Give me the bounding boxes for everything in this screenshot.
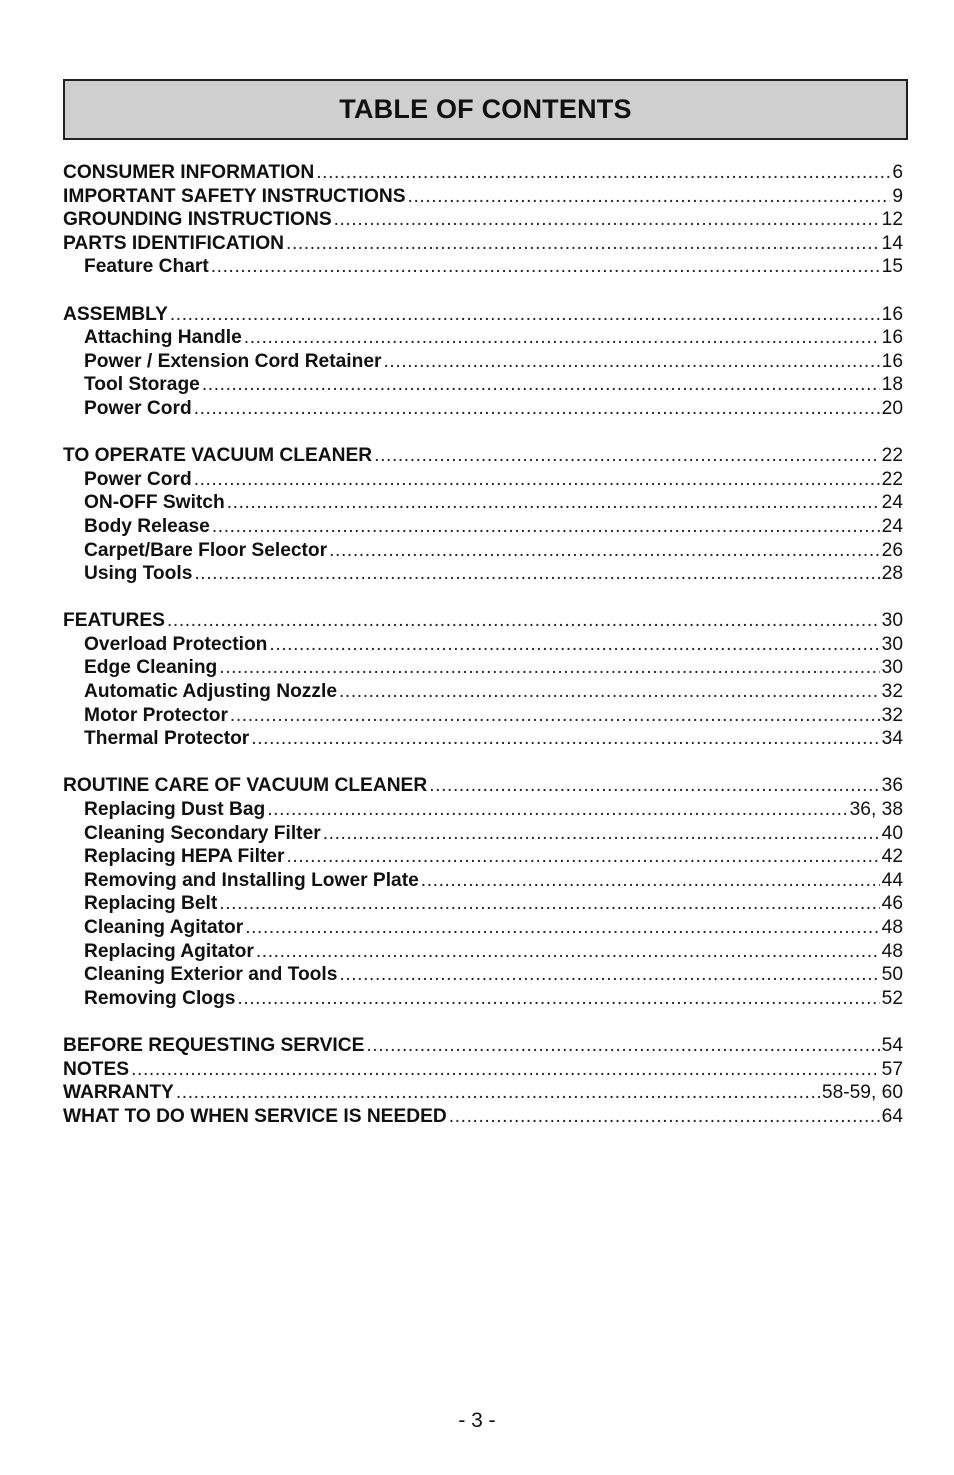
toc-entry-label: Power / Extension Cord Retainer [84, 350, 382, 372]
dot-leader [316, 161, 890, 185]
toc-entry-label: Cleaning Secondary Filter [84, 822, 321, 844]
toc-entry-page: 6 [892, 162, 903, 183]
toc-subentry[interactable] [63, 468, 903, 492]
toc-entry[interactable] [63, 161, 903, 185]
toc-subentry[interactable] [63, 869, 903, 893]
toc-entry-label: Power Cord [84, 468, 192, 490]
dot-leader [194, 562, 879, 586]
toc-entry[interactable] [63, 444, 903, 468]
toc-subentry[interactable] [63, 373, 903, 397]
toc-subentry[interactable] [63, 491, 903, 515]
toc-entry[interactable] [63, 185, 903, 209]
toc-entry-page: 30 [881, 657, 903, 679]
toc-subentry[interactable] [63, 798, 903, 822]
toc-entry-page: 57 [881, 1058, 903, 1080]
toc-entry-page: 30 [881, 610, 903, 632]
toc-entry-page: 54 [881, 1034, 903, 1056]
section-spacer [63, 279, 903, 303]
toc-entry[interactable] [63, 1034, 903, 1058]
toc-subentry[interactable] [63, 987, 903, 1011]
toc-entry-label: Cleaning Exterior and Tools [84, 964, 338, 986]
toc-entry-label: Replacing HEPA Filter [84, 846, 285, 868]
dot-leader [286, 845, 879, 869]
toc-entry-page: 22 [881, 445, 903, 467]
toc-entry-label: PARTS IDENTIFICATION [63, 232, 285, 254]
toc-entry-label: CONSUMER INFORMATION [63, 162, 315, 183]
toc-entry-page: 58-59, 60 [821, 1082, 903, 1104]
toc-entry-label: WARRANTY [63, 1082, 174, 1104]
dot-leader [334, 208, 880, 232]
dot-leader [230, 704, 880, 728]
toc-entry-label: ASSEMBLY [63, 303, 168, 325]
dot-leader [227, 491, 880, 515]
toc-entry-label: GROUNDING INSTRUCTIONS [63, 209, 332, 231]
page-title: TABLE OF CONTENTS [339, 94, 632, 124]
dot-leader [267, 798, 847, 822]
section-spacer [63, 1010, 903, 1034]
toc-entry-page: 9 [892, 185, 903, 207]
dot-leader [202, 373, 880, 397]
dot-leader [408, 185, 891, 209]
toc-subentry[interactable] [63, 892, 903, 916]
toc-subentry[interactable] [63, 704, 903, 728]
toc-subentry[interactable] [63, 350, 903, 374]
section-spacer [63, 586, 903, 610]
dot-leader [329, 539, 880, 563]
toc-subentry[interactable] [63, 255, 903, 279]
dot-leader [176, 1081, 820, 1105]
toc-entry[interactable] [63, 609, 903, 633]
toc-entry-page: 40 [881, 822, 903, 844]
toc-entry-label: ROUTINE CARE OF VACUUM CLEANER [63, 775, 428, 797]
toc-entry[interactable] [63, 774, 903, 798]
toc-entry-page: 42 [881, 846, 903, 868]
toc-subentry[interactable] [63, 680, 903, 704]
toc-entry-label: IMPORTANT SAFETY INSTRUCTIONS [63, 185, 406, 207]
toc-subentry[interactable] [63, 397, 903, 421]
toc-subentry[interactable] [63, 727, 903, 751]
toc-entry-page: 50 [881, 964, 903, 986]
toc-subentry[interactable] [63, 845, 903, 869]
dot-leader [167, 609, 880, 633]
section-spacer [63, 421, 903, 445]
toc-entry-page: 20 [881, 397, 903, 419]
toc-entry[interactable] [63, 232, 903, 256]
toc-subentry[interactable] [63, 326, 903, 350]
toc-entry-page: 48 [881, 917, 903, 938]
toc-entry-label: Replacing Dust Bag [84, 799, 266, 821]
dot-leader [211, 255, 880, 279]
toc-entry-page: 12 [881, 209, 903, 231]
toc-entry-label: Using Tools [84, 563, 193, 585]
toc-entry-page: 32 [881, 704, 903, 726]
toc-entry-label: WHAT TO DO WHEN SERVICE IS NEEDED [63, 1105, 447, 1127]
toc-entry[interactable] [63, 1105, 903, 1129]
dot-leader [212, 515, 880, 539]
toc-entry-page: 16 [881, 327, 903, 349]
dot-leader [170, 303, 880, 327]
dot-leader [339, 680, 880, 704]
toc-entry-page: 36 [881, 775, 903, 797]
toc-entry-page: 18 [881, 374, 903, 396]
toc-entry-label: Cleaning Agitator [84, 917, 244, 938]
toc-entry-label: Removing Clogs [84, 987, 236, 1009]
toc-subentry[interactable] [63, 515, 903, 539]
dot-leader [131, 1058, 880, 1082]
toc-entry-label: Thermal Protector [84, 728, 250, 750]
toc-entry-label: Attaching Handle [84, 327, 242, 349]
toc-entry-page: 24 [881, 515, 903, 537]
toc-subentry[interactable] [63, 656, 903, 680]
toc-entry-page: 36, 38 [849, 799, 903, 821]
toc-entry-label: Edge Cleaning [84, 657, 218, 679]
toc-subentry[interactable] [63, 539, 903, 563]
toc-entry-page: 15 [881, 256, 903, 278]
toc-entry-label: Body Release [84, 515, 210, 537]
toc-entry[interactable] [63, 208, 903, 232]
toc-subentry[interactable] [63, 822, 903, 846]
toc-entry-page: 44 [881, 869, 903, 891]
toc-entry-page: 46 [881, 893, 903, 915]
toc-entry-label: Power Cord [84, 397, 192, 419]
dot-leader [339, 963, 879, 987]
dot-leader [366, 1034, 879, 1058]
dot-leader [286, 232, 880, 256]
dot-leader [269, 633, 879, 657]
toc-entry-page: 30 [881, 633, 903, 655]
toc-entry-label: Replacing Belt [84, 893, 218, 915]
dot-leader [219, 892, 879, 916]
toc-entry-page: 22 [881, 468, 903, 490]
toc-entry[interactable] [63, 1058, 903, 1082]
dot-leader [245, 916, 879, 940]
toc-entry-page: 24 [881, 492, 903, 514]
dot-leader [323, 822, 880, 846]
toc-entry-page: 48 [881, 940, 903, 962]
dot-leader [237, 987, 879, 1011]
toc-entry-page: 14 [881, 232, 903, 254]
toc-entry-label: Carpet/Bare Floor Selector [84, 539, 328, 561]
toc-entry-page: 64 [881, 1105, 903, 1127]
dot-leader [219, 656, 879, 680]
toc-entry-label: Automatic Adjusting Nozzle [84, 681, 337, 703]
toc-entry-label: Motor Protector [84, 704, 228, 726]
dot-leader [244, 326, 880, 350]
toc-title-box [63, 79, 908, 140]
toc-entry-label: BEFORE REQUESTING SERVICE [63, 1034, 365, 1056]
dot-leader [421, 869, 880, 893]
toc-entry-label: Overload Protection [84, 633, 268, 655]
toc-entry-page: 34 [881, 728, 903, 750]
dot-leader [251, 727, 879, 751]
toc-entry-page: 28 [881, 563, 903, 585]
toc-subentry[interactable] [63, 633, 903, 657]
toc-subentry[interactable] [63, 916, 903, 940]
toc-entry-page: 26 [881, 539, 903, 561]
toc-entry-page: 32 [881, 681, 903, 703]
toc-entry-label: Removing and Installing Lower Plate [84, 869, 419, 891]
dot-leader [256, 940, 880, 964]
dot-leader [449, 1105, 880, 1129]
toc-entry-label: Feature Chart [84, 256, 209, 278]
toc-entry-label: ON-OFF Switch [84, 492, 225, 514]
toc-entry-page: 52 [881, 987, 903, 1009]
toc-entry-label: Replacing Agitator [84, 940, 254, 962]
toc-entry[interactable] [63, 1081, 903, 1105]
toc-entry-label: FEATURES [63, 610, 165, 632]
toc-entry-page: 16 [881, 303, 903, 325]
section-spacer [63, 751, 903, 775]
table-of-contents [63, 161, 903, 1128]
toc-entry-label: TO OPERATE VACUUM CLEANER [63, 445, 373, 467]
dot-leader [194, 468, 880, 492]
page-number: - 3 - [458, 1409, 496, 1432]
dot-leader [383, 350, 879, 374]
dot-leader [374, 444, 880, 468]
toc-entry[interactable] [63, 303, 903, 327]
toc-subentry[interactable] [63, 940, 903, 964]
toc-entry-page: 16 [881, 350, 903, 372]
dot-leader [194, 397, 880, 421]
toc-subentry[interactable] [63, 963, 903, 987]
toc-subentry[interactable] [63, 562, 903, 586]
dot-leader [429, 774, 879, 798]
toc-entry-label: Tool Storage [84, 374, 200, 396]
toc-entry-label: NOTES [63, 1058, 130, 1080]
